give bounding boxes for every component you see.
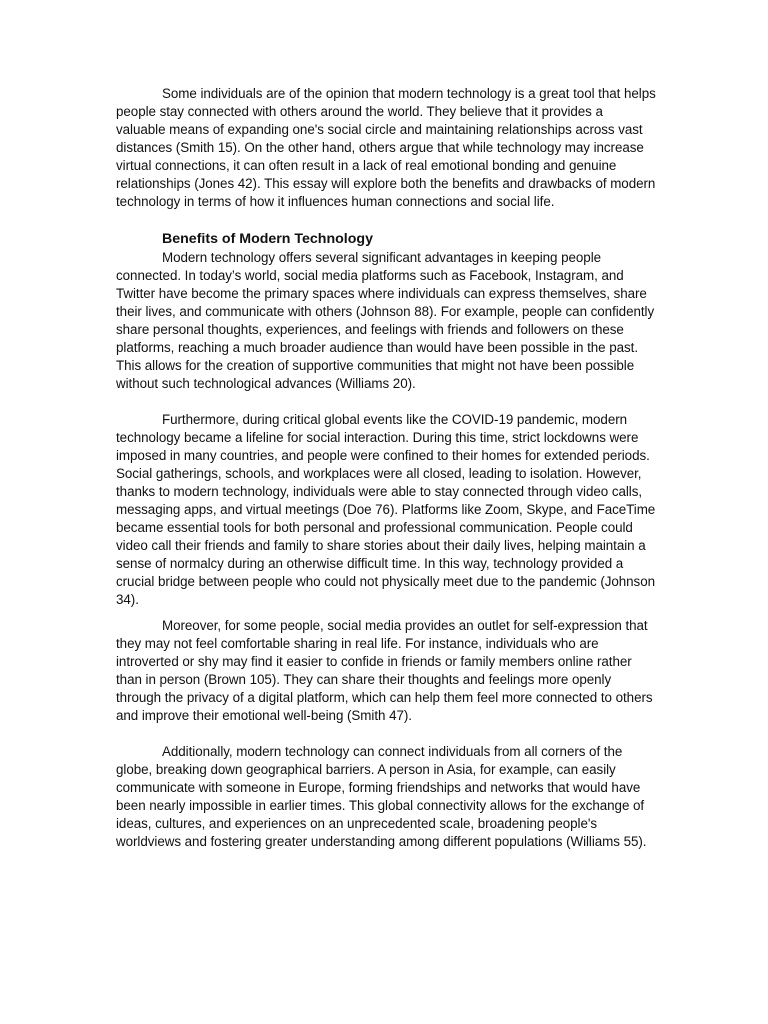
body-paragraph: Moreover, for some people, social media provides an outlet for self-expression that they may not feel comfortable sharing in real life. For instance, individuals who are introverted or shy may find it easier to confide in friends or family members online rather than in person (Brown 105). They can share their thoughts and feelings more openly through the privacy of a digital platform, which can help them feel more connected to others and improve their emotional well-being (Smith 47). bbox=[116, 618, 653, 723]
body-paragraph: Modern technology offers several significant advantages in keeping people connected. In today’s world, social media platforms such as Facebook, Instagram, and Twitter have become the primary spaces where individuals can express themselves, share their lives, and communicate with others (Johnson 88). For example, people can confidently share personal thoughts, experiences, and feelings with friends and followers on these platforms, reaching a much broader audience than would have been possible in the past. This allows for the creation of supportive communities that might not have been possible without such technological advances (Williams 20). bbox=[116, 250, 655, 391]
body-paragraph: Additionally, modern technology can connect individuals from all corners of the globe, breaking down geographical barriers. A person in Asia, for example, can easily communicate with someone in Europe, forming friendships and networks that would have been nearly impossible in earlier times. This global connectivity allows for the exchange of ideas, cultures, and experiences on an unprecedented scale, broadening people's worldviews and fostering greater understanding among different populations (Williams 55). bbox=[116, 744, 647, 849]
document-page bbox=[116, 85, 656, 851]
body-paragraph: Furthermore, during critical global events like the COVID-19 pandemic, modern technology became a lifeline for social interaction. During this time, strict lockdowns were imposed in many countries, and people were confined to their homes for extended periods. Social gatherings, schools, and workplaces were all closed, leading to isolation. However, thanks to modern technology, individuals were able to stay connected through video calls, messaging apps, and virtual meetings (Doe 76). Platforms like Zoom, Skype, and FaceTime became essential tools for both personal and professional communication. People could video call their friends and family to share stories about their daily lives, helping maintain a sense of normalcy during an otherwise difficult time. In this way, technology provided a crucial bridge between people who could not physically meet due to the pandemic (Johnson 34). bbox=[116, 412, 656, 607]
intro-paragraph: Some individuals are of the opinion that modern technology is a great tool that helps people stay connected with others around the world. They believe that it provides a valuable means of expanding one's social circle and maintaining relationships across vast distances (Smith 15). On the other hand, others argue that while technology may increase virtual connections, it can often result in a lack of real emotional bonding and genuine relationships (Jones 42). This essay will explore both the benefits and drawbacks of modern technology in terms of how it influences human connections and social life. bbox=[116, 86, 656, 209]
section-heading: Benefits of Modern Technology bbox=[162, 231, 373, 247]
